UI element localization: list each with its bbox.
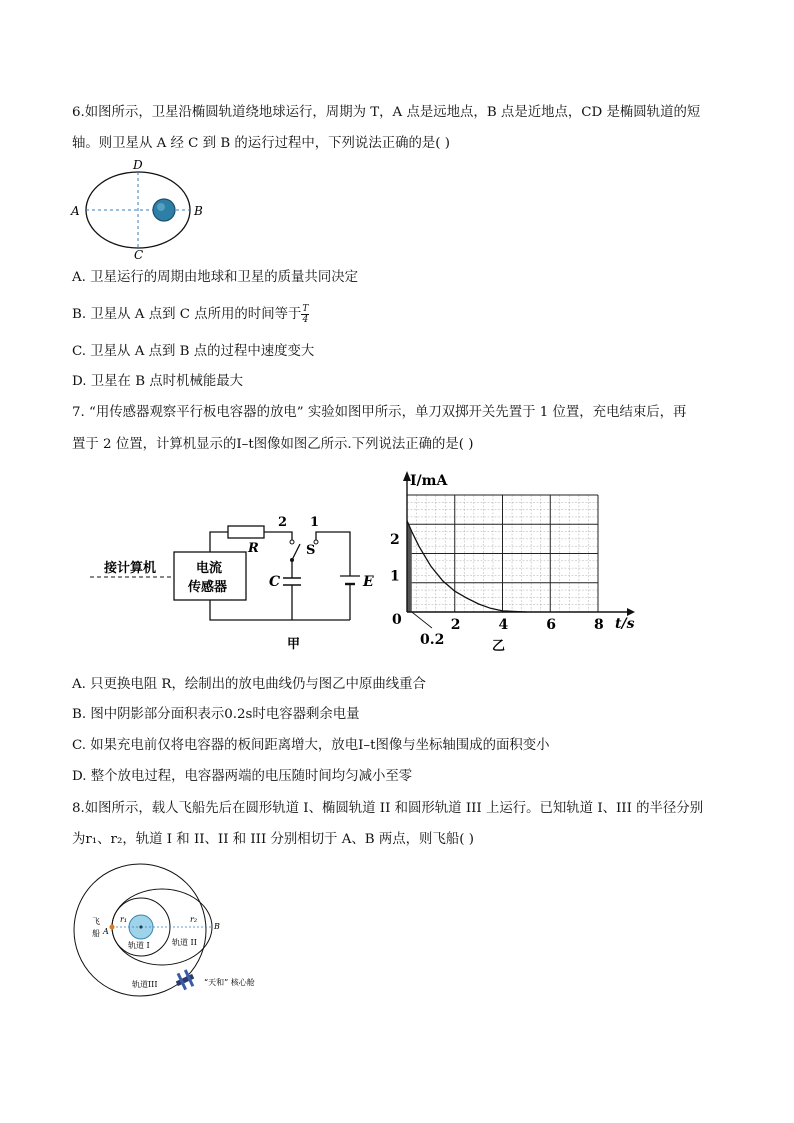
label-orbit-I: 轨道 I: [128, 941, 150, 950]
label-S: S: [306, 543, 316, 558]
satellite-ellipse-diagram: [70, 160, 220, 260]
q7-option-b: B. 图中阴影部分面积表示0.2s时电容器剩余电量: [72, 707, 360, 722]
label-pos2: 2: [278, 515, 288, 530]
label-C: C: [269, 574, 281, 590]
q7-stem-line1: 7. “用传感器观察平行板电容器的放电” 实验如图甲所示，单刀双掷开关先置于 1 位置，充电结束后，再: [72, 405, 687, 420]
label-tianhe: “天和” 核心舱: [204, 978, 255, 987]
label-pos1: 1: [310, 515, 320, 530]
caption-yi: 乙: [492, 639, 506, 654]
q8-stem-line1: 8.如图所示，载人飞船先后在圆形轨道 I、椭圆轨道 II 和圆形轨道 III 上运行。已知轨道 I、III 的半径分别: [72, 801, 704, 816]
q7-option-c: C. 如果充电前仅将电容器的板间距离增大，放电I–t图像与坐标轴围成的面积变小: [72, 738, 550, 753]
q7-option-d: D. 整个放电过程，电容器两端的电压随时间均匀减小至零: [72, 769, 413, 784]
y-tick-label: 1: [390, 568, 400, 585]
caption-jia: 甲: [287, 637, 301, 652]
q6-option-d: D. 卫星在 B 点时机械能最大: [72, 374, 244, 389]
chart-curve: [407, 521, 526, 612]
label-ship-2: 船: [92, 929, 100, 938]
q6-option-b: B. 卫星从 A 点到 C 点所用的时间等于 $\frac{T}{4}$: [72, 304, 309, 325]
y-axis-label: I/mA: [410, 473, 448, 489]
label-D: D: [133, 158, 143, 172]
x-tick-label: 4: [498, 617, 509, 633]
label-orbit-III: 轨道III: [132, 980, 158, 989]
q6-stem-line1: 6.如图所示，卫星沿椭圆轨道绕地球运行，周期为 T，A 点是远地点，B 点是近地点，CD 是椭圆轨道的短: [72, 105, 701, 120]
label-A: A: [71, 204, 80, 218]
switch-S: [292, 544, 300, 560]
sensor-label-1: 电流: [196, 561, 223, 576]
origin-label: 0: [392, 612, 402, 628]
label-orbit-II: 轨道 II: [172, 938, 197, 947]
discharge-circuit-diagram: [90, 510, 390, 660]
resistor-R: [228, 526, 264, 538]
label-B: B: [214, 922, 220, 931]
y-tick-label: 2: [390, 531, 400, 548]
label-r2: r₂: [190, 915, 198, 924]
q7-option-a: A. 只更换电阻 R，绘制出的放电曲线仍与图乙中原曲线重合: [72, 677, 426, 692]
computer-label: 接计算机: [104, 561, 157, 576]
earth-icon: [153, 199, 175, 221]
x-tick-label: 6: [546, 617, 556, 633]
discharge-current-chart: [380, 465, 645, 655]
x-tick-label: 2: [450, 617, 461, 633]
label-A: A: [103, 927, 109, 936]
label-R: R: [248, 541, 259, 556]
sensor-label-2: 传感器: [188, 580, 228, 595]
fraction-t-over-4: $\frac{T}{4}$: [302, 304, 309, 325]
label-B: B: [194, 204, 203, 218]
label-ship-1: 飞: [92, 917, 100, 926]
chart-grid: [407, 495, 598, 612]
label-C: C: [134, 248, 144, 262]
q6-stem-line2: 轴。则卫星从 A 经 C 到 B 的运行过程中，下列说法正确的是( ): [72, 136, 450, 151]
shaded-area-0-to-0.2: [407, 521, 412, 612]
x-axis-arrow: [627, 608, 635, 616]
annotation-0.2: 0.2: [420, 632, 445, 648]
q8-stem-line2: 为r₁、r₂，轨道 I 和 II、II 和 III 分别相切于 A、B 两点，则飞船( ): [72, 832, 474, 847]
x-tick-label: 8: [594, 617, 604, 633]
x-axis-label: t/s: [615, 616, 635, 632]
q7-stem-line2: 置于 2 位置，计算机显示的I–t图像如图乙所示.下列说法正确的是( ): [72, 437, 474, 452]
label-r1: r₁: [120, 915, 128, 924]
spacecraft-orbits-diagram: [72, 862, 255, 1002]
tianhe-core-module-icon: [173, 968, 197, 992]
q6-option-a: A. 卫星运行的周期由地球和卫星的质量共同决定: [72, 270, 358, 285]
chart-shaded-area: [407, 521, 412, 612]
discharge-curve: [407, 521, 526, 612]
q6-option-c: C. 卫星从 A 点到 B 点的过程中速度变大: [72, 344, 315, 359]
spacecraft-icon: [110, 925, 115, 930]
label-E: E: [363, 574, 374, 590]
annotation-pointer: [412, 612, 432, 628]
